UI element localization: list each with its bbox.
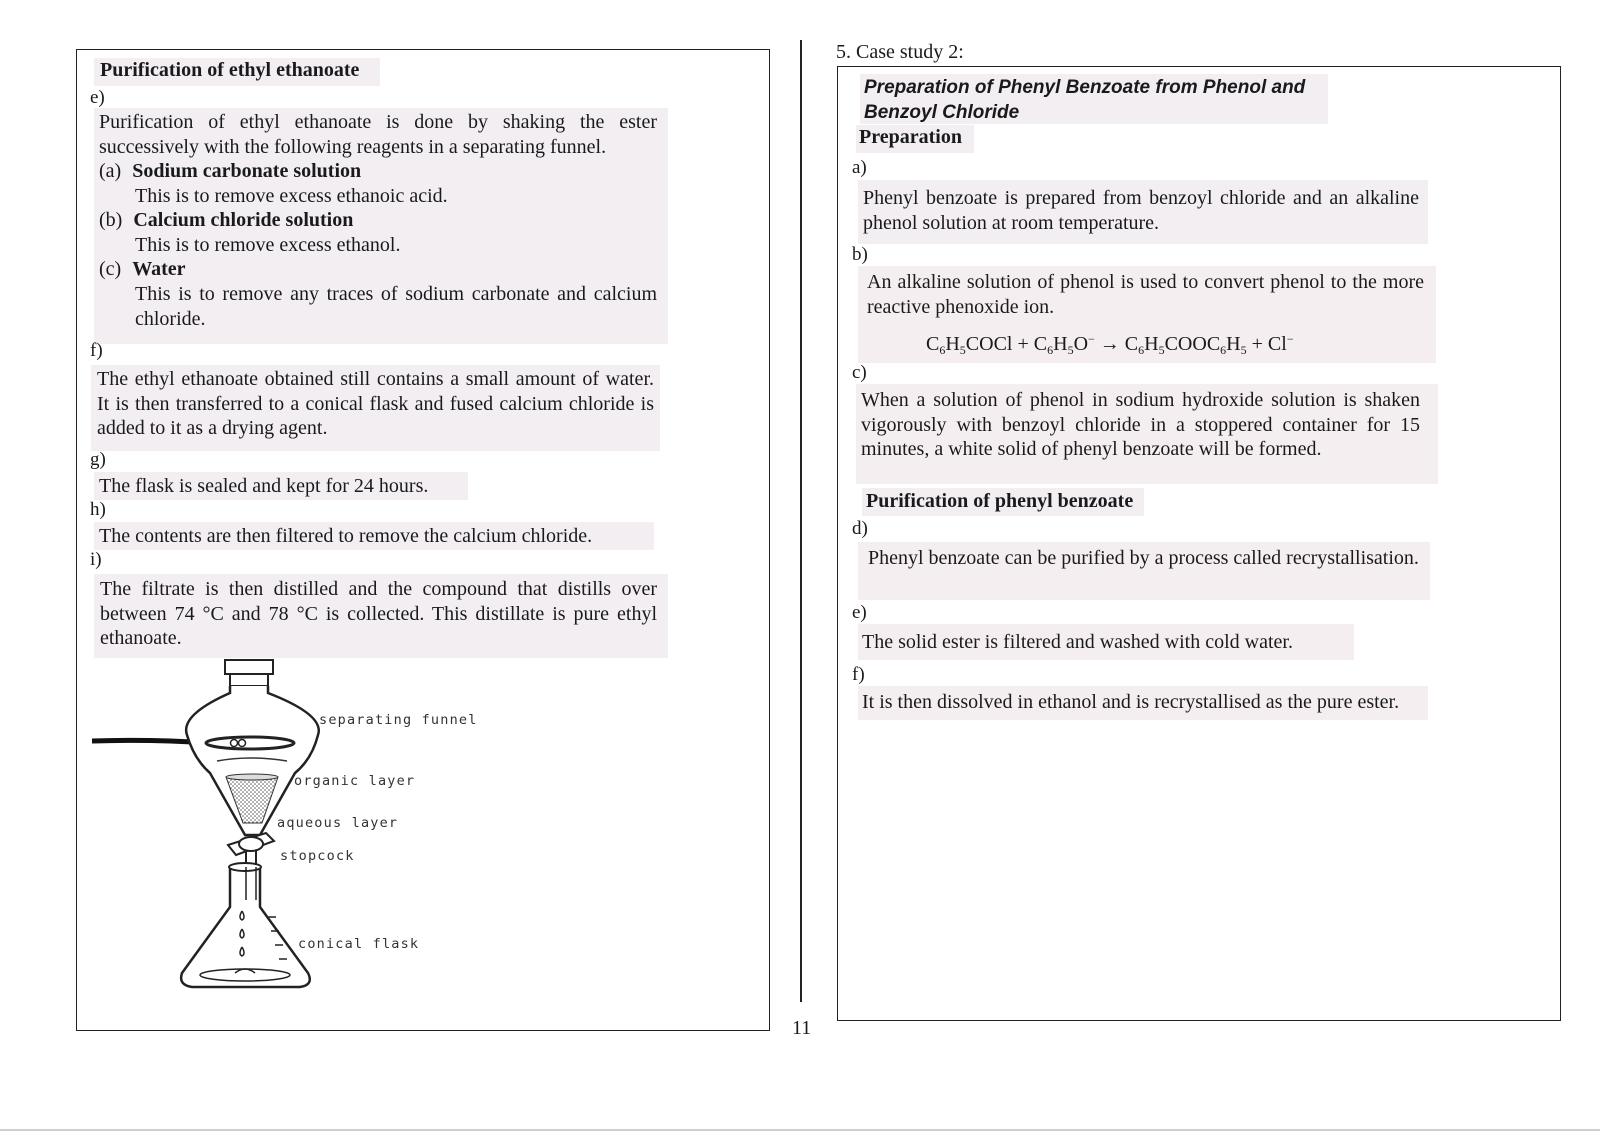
label-g-left: g)	[90, 449, 106, 470]
label-e-left: e)	[90, 87, 105, 108]
g-text-left: The flask is sealed and kept for 24 hours.	[94, 472, 468, 500]
reagent-c	[99, 257, 659, 282]
label-a-right: a)	[852, 157, 867, 178]
e-text-right: The solid ester is filtered and washed with cold water.	[858, 624, 1354, 660]
label-f-right: f)	[852, 664, 865, 685]
purification-heading: Purification of phenyl benzoate	[862, 488, 1144, 516]
f-text-right: It is then dissolved in ethanol and is recrystallised as the pure ester.	[858, 686, 1428, 720]
reagent-c-name: Water	[132, 258, 186, 280]
reagent-b-purpose: This is to remove excess ethanol.	[135, 234, 401, 256]
right-title-line2: Benzoyl Chloride	[864, 102, 1020, 123]
reagent-c-marker: (c)	[99, 258, 122, 280]
case-heading: 5. Case study 2:	[836, 41, 964, 63]
label-aqueous-layer: aqueous layer	[277, 815, 399, 831]
preparation-heading: Preparation	[856, 125, 974, 153]
h-text-left: The contents are then filtered to remove the calcium chloride.	[94, 522, 654, 550]
label-separating-funnel: separating funnel	[319, 712, 478, 728]
a-text-right: Phenyl benzoate is prepared from benzoyl chloride and an alkaline phenol solution at room temperature.	[863, 187, 1419, 234]
b-text-right: An alkaline solution of phenol is used to convert phenol to the more reactive phenoxide ion.	[867, 271, 1424, 318]
f-text-left: The ethyl ethanoate obtained still contains a small amount of water. It is then transferred to a conical flask and fused calcium chloride is added to it as a drying agent.	[97, 368, 654, 439]
label-stopcock: stopcock	[280, 848, 355, 864]
separating-funnel-diagram	[90, 655, 490, 1020]
left-title: Purification of ethyl ethanoate	[94, 58, 380, 86]
reagent-b-name: Calcium chloride solution	[133, 209, 354, 231]
label-d-right: d)	[852, 518, 868, 539]
reaction-equation: $C_6H_5COCl + C_6H_5O^-$ → $C_6H_5COOC_6H_5 + Cl^-$	[926, 332, 1294, 357]
c-text-right: When a solution of phenol in sodium hydroxide solution is shaken vigorously with benzoyl chloride in a stoppered container for 15 minutes, a white solid of phenyl benzoate will be formed.	[861, 389, 1420, 460]
reagent-c-purpose: This is to remove any traces of sodium carbonate and calcium chloride.	[135, 283, 657, 330]
label-c-right: c)	[852, 362, 867, 383]
i-text-left: The filtrate is then distilled and the compound that distills over between 74 °C and 78 °C is collected. This distillate is pure ethyl ethanoate.	[100, 578, 657, 649]
label-b-right: b)	[852, 244, 868, 265]
label-h-left: h)	[90, 499, 106, 520]
reagent-b	[99, 208, 659, 233]
label-i-left: i)	[90, 549, 102, 570]
center-divider	[800, 40, 802, 1002]
reagent-a-name: Sodium carbonate solution	[132, 160, 362, 182]
d-text-right: Phenyl benzoate can be purified by a process called recrystallisation.	[868, 547, 1419, 569]
reagent-a	[99, 159, 659, 184]
label-f-left: f)	[90, 340, 103, 361]
funnel-stopper	[225, 660, 273, 674]
e-intro: Purification of ethyl ethanoate is done by shaking the ester successively with the following reagents in a separating funnel.	[99, 111, 657, 158]
page-number: 11	[792, 1017, 812, 1039]
right-title-line1: Preparation of Phenyl Benzoate from Phenol and	[864, 77, 1306, 98]
label-e-right: e)	[852, 602, 867, 623]
label-organic-layer: organic layer	[294, 773, 416, 789]
reagent-a-marker: (a)	[99, 160, 122, 182]
reagent-b-marker: (b)	[99, 209, 123, 231]
label-conical-flask: conical flask	[298, 936, 420, 952]
reagent-a-purpose: This is to remove excess ethanoic acid.	[135, 185, 448, 207]
